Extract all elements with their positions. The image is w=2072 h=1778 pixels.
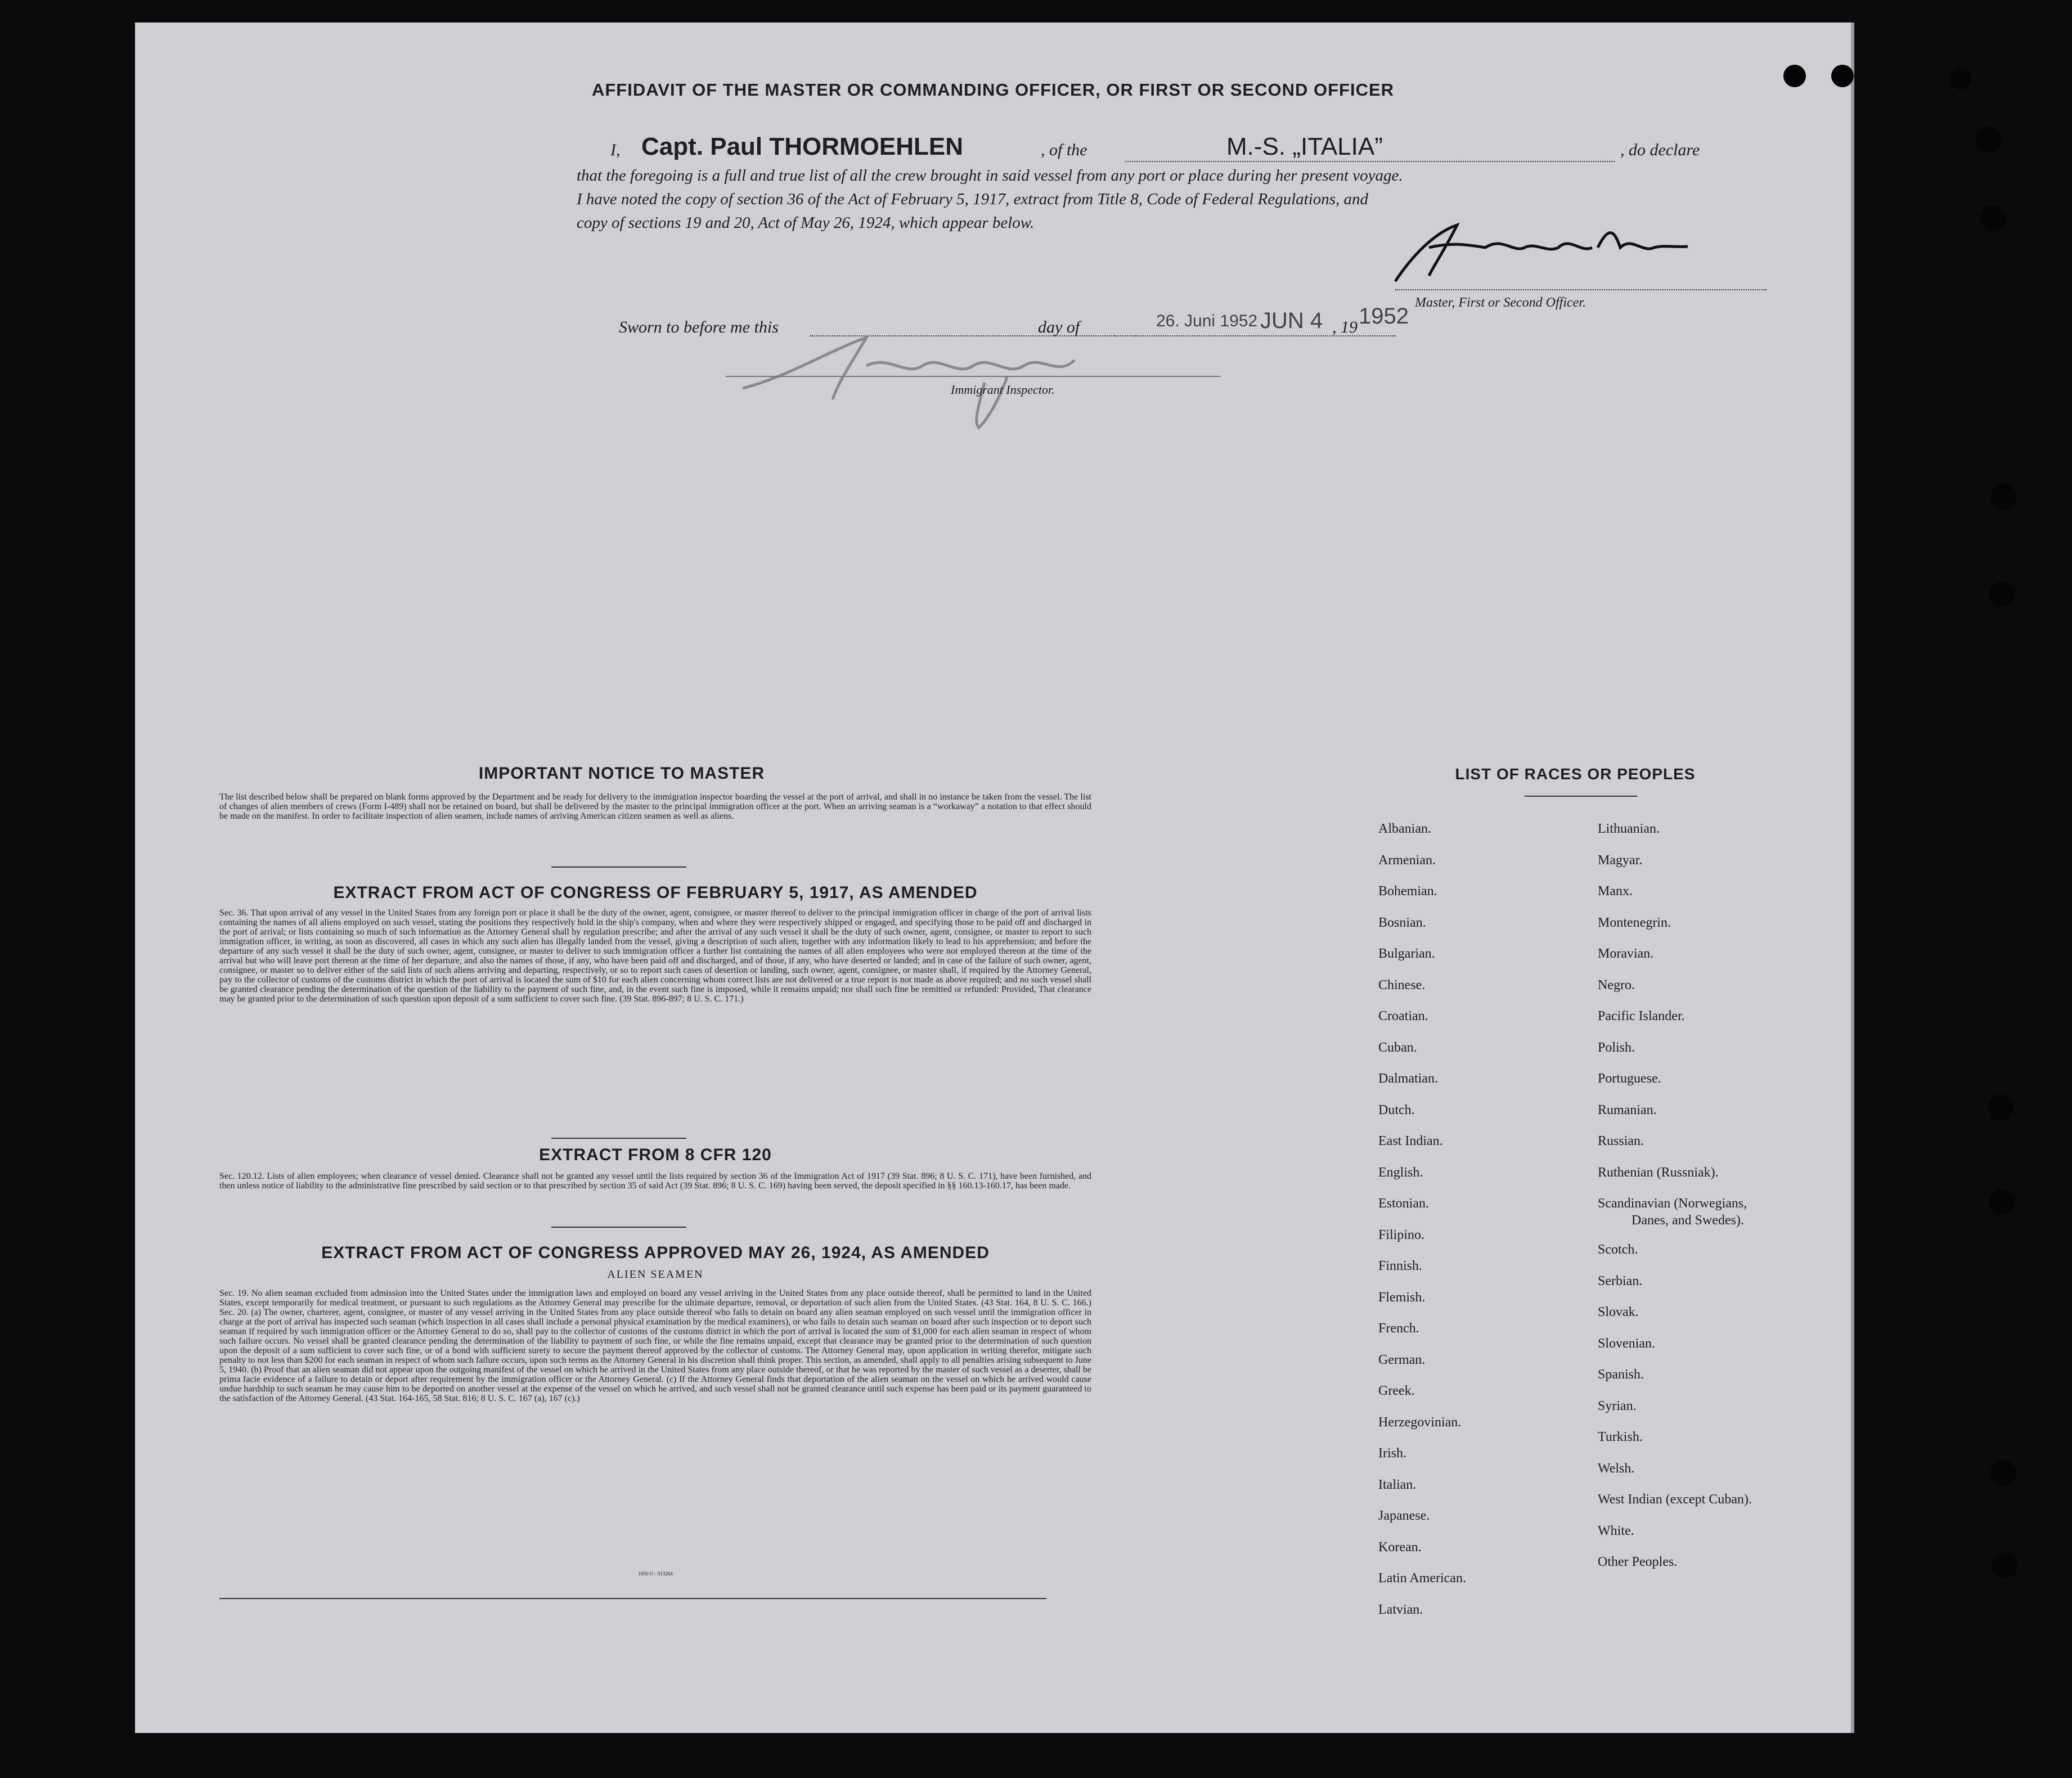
race-item: Cuban. xyxy=(1378,1040,1417,1055)
race-item: Slovak. xyxy=(1598,1305,1639,1319)
race-item: Portuguese. xyxy=(1598,1071,1661,1086)
race-item: Japanese. xyxy=(1378,1508,1430,1523)
race-item: Finnish. xyxy=(1378,1259,1423,1273)
signature-line xyxy=(1395,289,1767,290)
race-item: Bosnian. xyxy=(1378,915,1426,930)
year-prefix: , 19 xyxy=(1332,318,1358,336)
punch-hole xyxy=(1990,484,2016,510)
alien-seamen-subtitle: ALIEN SEAMEN xyxy=(607,1268,704,1281)
race-item: Albanian. xyxy=(1378,821,1431,836)
race-item: English. xyxy=(1378,1165,1423,1180)
race-item: Dutch. xyxy=(1378,1102,1415,1117)
race-item: Manx. xyxy=(1598,884,1633,899)
punch-hole xyxy=(1980,205,2006,231)
race-item: Ruthenian (Russniak). xyxy=(1598,1165,1719,1180)
race-item: Serbian. xyxy=(1598,1273,1643,1288)
inspector-caption: Immigrant Inspector. xyxy=(951,383,1055,397)
signature-caption: Master, First or Second Officer. xyxy=(1415,295,1586,310)
punch-hole xyxy=(1783,65,1806,87)
affidavit-heading: AFFIDAVIT OF THE MASTER OR COMMANDING OFFICER, OR FIRST OR SECOND OFFICER xyxy=(591,80,1395,100)
race-item: Korean. xyxy=(1378,1539,1422,1555)
punch-hole xyxy=(1990,1460,2016,1486)
of-the-label: , of the xyxy=(1041,141,1087,159)
handwritten-date: 26. Juni 1952 xyxy=(1156,312,1258,330)
race-item: Montenegrin. xyxy=(1598,915,1671,930)
vessel-line xyxy=(1125,161,1615,162)
race-item: Bulgarian. xyxy=(1378,946,1435,961)
notice-text: The list described below shall be prepared on blank forms approved by the Department and be ready for delivery to the immigration inspector boarding the vessel at the port of arrival, and shall in no instance be taken from the vessel. The list of changes of alien members of crews (Form I-489) shall not be retained on board, but shall be delivered by the master to the principal immigration officer at the port. When an arriving seaman is a “workaway” a notation to that effect should be made on the manifest. In order to facilitate inspection of alien seamen, include names of arriving American citizen seamen as well as aliens. xyxy=(219,792,1091,821)
punch-hole xyxy=(1976,127,2002,152)
notice-title: IMPORTANT NOTICE TO MASTER xyxy=(478,764,765,783)
master-name: Capt. Paul THORMOEHLEN xyxy=(641,133,964,160)
race-item: Chinese. xyxy=(1378,977,1426,993)
extract-1917-title: EXTRACT FROM ACT OF CONGRESS OF FEBRUARY 5, 1917, AS AMENDED xyxy=(333,883,978,902)
race-item: Polish. xyxy=(1598,1040,1635,1055)
race-item: Scandinavian (Norwegians, xyxy=(1598,1196,1747,1211)
race-item: Syrian. xyxy=(1598,1398,1637,1413)
divider xyxy=(551,1138,686,1139)
race-item: Turkish. xyxy=(1598,1430,1643,1444)
races-title: LIST OF RACES OR PEOPLES xyxy=(1455,765,1696,783)
master-signature xyxy=(1373,214,1744,293)
race-item: Latin American. xyxy=(1378,1571,1466,1586)
date-stamp: JUN 4 xyxy=(1260,308,1323,333)
race-item: Danes, and Swedes). xyxy=(1631,1213,1744,1228)
race-item: German. xyxy=(1378,1352,1426,1367)
race-item: Rumanian. xyxy=(1598,1102,1657,1117)
divider xyxy=(551,866,686,868)
punch-hole xyxy=(1831,65,1854,87)
race-item: Flemish. xyxy=(1378,1290,1426,1305)
vessel-name: M.-S. „ITALIA” xyxy=(1226,133,1383,160)
race-item: Dalmatian. xyxy=(1378,1071,1438,1086)
punch-hole xyxy=(1988,1094,2013,1120)
race-item: Russian. xyxy=(1598,1134,1644,1148)
inspector-line xyxy=(726,376,1221,377)
declaration-line-3: I have noted the copy of section 36 of the Act of February 5, 1917, extract from Title 8, Code of Federal Regulations, and xyxy=(577,190,1369,208)
race-item: East Indian. xyxy=(1378,1134,1443,1148)
race-item: French. xyxy=(1378,1321,1419,1336)
race-item: Greek. xyxy=(1378,1384,1415,1398)
punch-hole xyxy=(1949,68,1972,90)
punch-hole xyxy=(1989,581,2015,607)
extract-cfr-text: Sec. 120.12. Lists of alien employees; when clearance of vessel denied. Clearance shall not be granted any vessel until the lists required by section 36 of the Immigration Act of 1917 (39 Stat. 896; 8 U. S. C. 171), have been furnished, and then unless notice of liability to the administrative fine prescribed by said section or to that prescribed by section 35 of said Act (39 Stat. 896; 8 U. S. C. 169) having been served, the deposit specified in §§ 160.13-160.17, has been made. xyxy=(219,1171,1091,1191)
declaration-line-2: that the foregoing is a full and true list of all the crew brought in said vessel from any port or place during her present voyage. xyxy=(577,167,1403,185)
punch-hole xyxy=(1989,1189,2015,1215)
race-item: Magyar. xyxy=(1598,852,1643,868)
race-item: Spanish. xyxy=(1598,1367,1644,1382)
declaration-line-4: copy of sections 19 and 20, Act of May 26, 1924, which appear below. xyxy=(577,214,1035,232)
extract-1917-text: Sec. 36. That upon arrival of any vessel in the United States from any foreign port or place it shall be the duty of the owner, agent, consignee, or master thereof to deliver to the principal immigration officer in charge of the port of arrival lists containing the names of all aliens employed on such vessel, stating the positions they respectively hold in the ship's company, when and where they were respectively shipped or engaged, and specifying those to be paid off and discharged in the port of arrival; or lists containing so much of such information as the Attorney General shall by regulation prescribe; and after the arrival of any such vessel it shall be the duty of such owner, agent, consignee, or master to report to such immigration officer, in writing, as soon as discovered, all cases in which any such alien has illegally landed from the vessel, giving a description of such alien, together with any information likely to lead to his apprehension; and before the departure of any such vessel it shall be the duty of such owner, agent, consignee, or master to deliver to such immigration officer a further list containing the names of all alien employees who were not employed thereon at the time of the arrival but who will leave port thereon at the time of her departure, and also the names of those, if any, who have been paid off and discharged, and of those, if any, who have deserted or landed; and in case of the failure of such owner, agent, consignee, or master so to deliver either of the said lists of such aliens arriving and departing, respectively, or so to report such cases of desertion or landing, such owner, agent, consignee, or master shall, if required by the Attorney General, pay to the collector of customs of the customs district in which the port of arrival is located the sum of $10 for each alien concerning whom correct lists are not delivered or a true report is not made as above required; and no such vessel shall be granted clearance pending the determination of the question of the liability to the payment of such fine, and, in the event such fine is imposed, while it remains unpaid; nor shall such fine be remitted or refunded: Provided, That clearance may be granted prior to the determination of such question upon deposit of a sum sufficient to cover such fine. (39 Stat. 896-897; 8 U. S. C. 171.) xyxy=(219,908,1091,1004)
extract-cfr-title: EXTRACT FROM 8 CFR 120 xyxy=(539,1146,772,1164)
print-code: 1950 O - 913284 xyxy=(638,1571,673,1577)
race-item: Bohemian. xyxy=(1378,884,1437,899)
inspector-signature xyxy=(720,315,1125,439)
race-item: Herzegovinian. xyxy=(1378,1415,1462,1430)
race-item: Latvian. xyxy=(1378,1602,1423,1617)
race-item: Irish. xyxy=(1378,1446,1406,1461)
race-item: Other Peoples. xyxy=(1598,1555,1678,1569)
race-item: Filipino. xyxy=(1378,1227,1425,1242)
race-item: Italian. xyxy=(1378,1477,1417,1492)
punch-hole xyxy=(1992,1553,2017,1579)
race-item: Lithuanian. xyxy=(1598,821,1660,836)
year-stamp: 1952 xyxy=(1359,304,1409,329)
race-item: White. xyxy=(1598,1523,1634,1538)
race-item: Scotch. xyxy=(1598,1242,1638,1257)
extract-1924-text: Sec. 19. No alien seaman excluded from admission into the United States under the immigration laws and employed on board any vessel arriving in the United States from any place outside thereof, shall be permitted to land in the United States, except temporarily for medical treatment, or pursuant to such regulations as the Attorney General may prescribe for the ultimate departure, removal, or deportation of such alien from the United States. (43 Stat. 164, 8 U. S. C. 166.) Sec. 20. (a) The owner, charterer, agent, consignee, or master of any vessel arriving in the United States from any place outside thereof who fails to detain on board any alien seaman employed on such vessel until the immigration officer in charge at the port of arrival has inspected such seaman (which inspection in all cases shall include a personal physical examination by the medical examiners), or who fails to detain such seaman on board after such inspection or to deport such seaman if required by such immigration officer or the Attorney General to do so, shall pay to the collector of customs of the customs district in which the port of arrival is located the sum of $1,000 for each alien seaman in respect of whom such failure occurs. No vessel shall be granted clearance pending the determination of the liability to payment of such fine, or while the fine remains unpaid, except that clearance may be granted prior to the determination of such question upon the deposit of a sum sufficient to cover such fine, or of a bond with sufficient surety to secure the payment thereof approved by the collector of customs. The Attorney General may, upon application in writing therefor, mitigate such penalty to not less than $200 for each seaman in respect of whom such failure occurs, upon such terms as the Attorney General in his discretion shall think proper. This section, as amended, shall apply to all penalties arising subsequent to June 5, 1940. (b) Proof that an alien seaman did not appear upon the outgoing manifest of the vessel on which he arrived in the United States from any place outside thereof, or that he was reported by the master of such vessel as a deserter, shall be prima facie evidence of a failure to detain or deport after requirement by the immigration officer or the Attorney General. (c) If the Attorney General finds that deportation of the alien seaman on the vessel on which he arrived would cause undue hardship to such seaman he may cause him to be deported on another vessel at the expense of the vessel on which he arrived, and such vessel shall not be granted clearance until such expense has been paid or its payment guaranteed to the satisfaction of the Attorney General. (43 Stat. 164-165, 58 Stat. 816; 8 U. S. C. 167 (a), 167 (c).) xyxy=(219,1288,1091,1403)
sworn-label: Sworn to before me this xyxy=(619,318,779,336)
declaration-i: I, xyxy=(610,141,621,159)
race-item: Welsh. xyxy=(1598,1461,1635,1476)
day-of-label: day of xyxy=(1038,318,1080,336)
race-item: Moravian. xyxy=(1598,946,1654,961)
form-page xyxy=(135,23,1854,1733)
race-item: Slovenian. xyxy=(1598,1336,1655,1351)
do-declare-label: , do declare xyxy=(1620,141,1700,159)
race-item: Negro. xyxy=(1598,977,1635,993)
race-item: Estonian. xyxy=(1378,1196,1429,1211)
extract-1924-title: EXTRACT FROM ACT OF CONGRESS APPROVED MAY 26, 1924, AS AMENDED xyxy=(321,1243,990,1262)
races-divider xyxy=(1525,796,1637,797)
race-item: Pacific Islander. xyxy=(1598,1009,1685,1023)
divider xyxy=(551,1227,686,1228)
race-item: Croatian. xyxy=(1378,1009,1428,1023)
race-item: West Indian (except Cuban). xyxy=(1598,1492,1752,1507)
race-item: Armenian. xyxy=(1378,852,1436,868)
bottom-rule xyxy=(219,1598,1046,1599)
